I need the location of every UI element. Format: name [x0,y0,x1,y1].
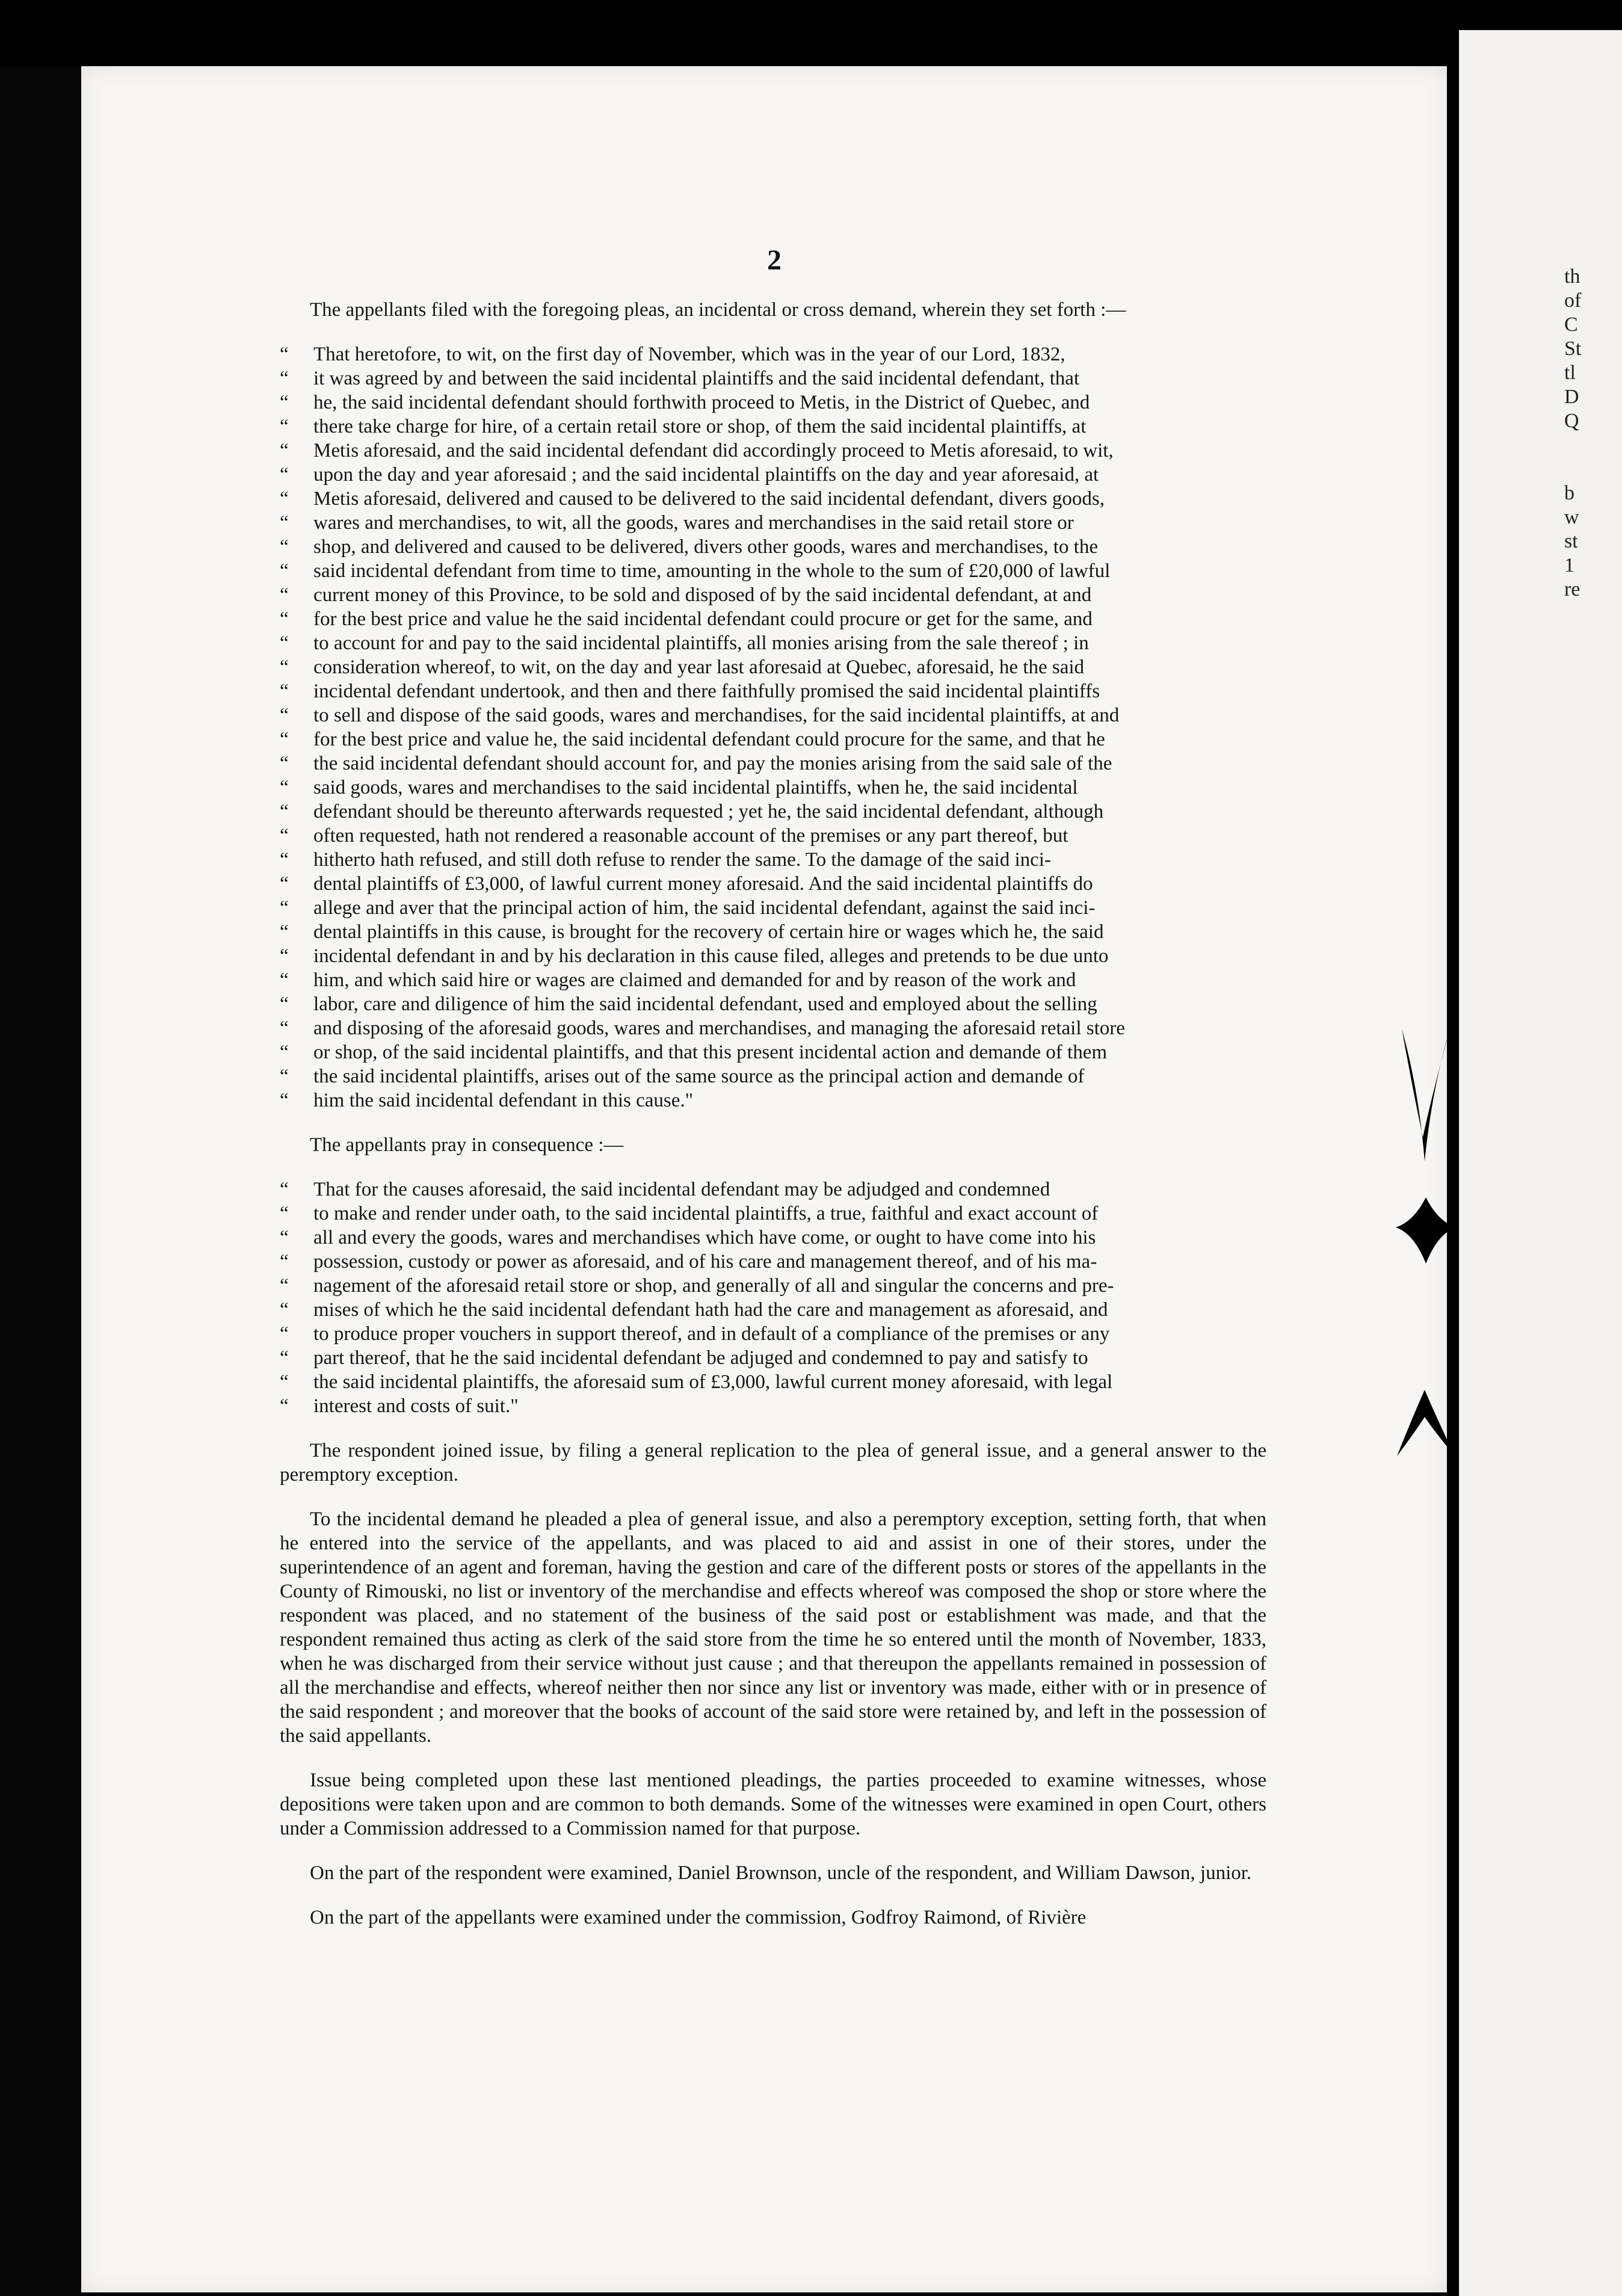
body-text [280,229,1266,1950]
adjacent-page-fragment: th [1564,265,1580,288]
prayer-quote-line: “ interest and costs of suit." [313,1394,1266,1418]
adjacent-page-fragment: D [1564,386,1579,408]
adjacent-page-fragment: C [1564,313,1578,336]
prayer-quote-line: “ to produce proper vouchers in support thereof, and in default of a compliance of the premises or any [313,1322,1266,1346]
incidental-demand-paragraph: To the incidental demand he pleaded a plea of general issue, and also a peremptory exception, setting forth, that when he entered into the service of the appellants, and was placed to aid and assist in one of their stores, under the superintendence of an agent and foreman, having the gestion and care of the different posts or stores of the appellants in the County of Rimouski, no list or inventory of the merchandise and effects whereof was composed the shop or store where the respondent was placed, and no statement of the business of the said post or establishment was made, and that the respondent remained thus acting as clerk of the said store from the time he so entered until the month of November, 1833, when he was discharged from their service without just cause ; and that thereupon the appellants remained in possession of all the merchandise and effects, whereof neither then nor since any list or inventory was made, either with or in presence of the said respondent ; and moreover that the books of account of the said store were retained by, and left in the possession of the said appellants. [280,1508,1266,1747]
adjacent-page-fragment: w [1564,506,1579,528]
incidental-demand-quote-line: “ him the said incidental defendant in this cause." [313,1088,1266,1113]
prayer-quote-line: “ the said incidental plaintiffs, the aforesaid sum of £3,000, lawful current money aforesaid, with legal [313,1370,1266,1394]
pray-heading: The appellants pray in consequence :— [310,1134,624,1156]
prayer-quote-line: “ mises of which he the said incidental defendant hath had the care and management as aforesaid, and [313,1298,1266,1322]
incidental-demand-quote-line: “ to account for and pay to the said incidental plaintiffs, all monies arising from the sale thereof ; in [313,631,1266,655]
incidental-demand-quote-line: “ to sell and dispose of the said goods, wares and merchandises, for the said incidental plaintiffs, at and [313,703,1266,727]
incidental-demand-quote-line: “ dental plaintiffs of £3,000, of lawful current money aforesaid. And the said incidental plaintiffs do [313,872,1266,896]
incidental-demand-quote-line: “ for the best price and value he, the said incidental defendant could procure for the same, and that he [313,727,1266,751]
incidental-demand-quote-line: “ and disposing of the aforesaid goods, wares and merchandises, and managing the aforesaid retail store [313,1016,1266,1040]
page-number: 2 [767,244,782,276]
incidental-demand-quote-line: “ Metis aforesaid, and the said incidental defendant did accordingly proceed to Metis aforesaid, to wit, [313,439,1266,463]
incidental-demand-quote-line: “ current money of this Province, to be sold and disposed of by the said incidental defendant, at and [313,583,1266,607]
issue-completed-paragraph: Issue being completed upon these last mentioned pleadings, the parties proceeded to examine witnesses, whose depositions were taken upon and are common to both demands. Some of the witnesses were examined in open Court, others under a Commission addressed to a Commission named for that purpose. [280,1770,1266,1839]
appellant-witnesses-paragraph: On the part of the appellants were examined under the commission, Godfroy Raimond, of Rivière [310,1907,1087,1928]
adjacent-page-fragment: of [1564,289,1582,312]
incidental-demand-quote-line: “ there take charge for hire, of a certain retail store or shop, of them the said incidental plaintiffs, at [313,415,1266,439]
prayer-quote [280,1177,1266,1418]
page-edge-ornament [1390,1023,1462,1480]
prayer-quote-line: “ all and every the goods, wares and merchandises which have come, or ought to have come into his [313,1226,1266,1250]
incidental-demand-quote-line: “ allege and aver that the principal action of him, the said incidental defendant, against the said inci- [313,896,1266,920]
incidental-demand-quote-line: “ defendant should be thereunto afterwards requested ; yet he, the said incidental defendant, although [313,800,1266,824]
incidental-demand-quote-line: “ consideration whereof, to wit, on the day and year last aforesaid at Quebec, aforesaid, he the said [313,655,1266,679]
incidental-demand-quote-line: “ upon the day and year aforesaid ; and the said incidental plaintiffs on the day and year aforesaid, at [313,463,1266,487]
incidental-demand-quote-line: “ That heretofore, to wit, on the first day of November, which was in the year of our Lord, 1832, [313,342,1266,366]
prayer-quote-line: “ to make and render under oath, to the said incidental plaintiffs, a true, faithful and exact account of [313,1202,1266,1226]
incidental-demand-quote-line: “ he, the said incidental defendant should forthwith proceed to Metis, in the District of Quebec, and [313,390,1266,415]
incidental-demand-quote-line: “ it was agreed by and between the said incidental plaintiffs and the said incidental defendant, that [313,366,1266,390]
scan-top-border [0,0,1622,66]
intro-paragraph: The appellants filed with the foregoing pleas, an incidental or cross demand, wherein they set forth :— [310,299,1126,321]
adjacent-page-fragment: re [1564,578,1580,600]
prayer-quote-line: “ That for the causes aforesaid, the said incidental defendant may be adjudged and condemned [313,1177,1266,1202]
adjacent-page-fragment: st [1564,530,1578,552]
respondent-witnesses-paragraph: On the part of the respondent were examined, Daniel Brownson, uncle of the respondent, and William Dawson, junior. [310,1862,1252,1884]
prayer-quote-line: “ part thereof, that he the said incidental defendant be adjuged and condemned to pay and satisfy to [313,1346,1266,1370]
incidental-demand-quote-line: “ often requested, hath not rendered a reasonable account of the premises or any part thereof, but [313,824,1266,848]
incidental-demand-quote-line: “ for the best price and value he the said incidental defendant could procure or get for the same, and [313,607,1266,631]
incidental-demand-quote-line: “ said incidental defendant from time to time, amounting in the whole to the sum of £20,000 of lawful [313,559,1266,583]
prayer-quote-line: “ possession, custody or power as aforesaid, and of his care and management thereof, and of his ma- [313,1250,1266,1274]
incidental-demand-quote-line: “ incidental defendant undertook, and then and there faithfully promised the said incidental plaintiffs [313,679,1266,703]
respondent-issue-paragraph: The respondent joined issue, by filing a general replication to the plea of general issue, and a general answer to the peremptory exception. [280,1440,1266,1486]
incidental-demand-quote-line: “ hitherto hath refused, and still doth refuse to render the same. To the damage of the said inci- [313,848,1266,872]
incidental-demand-quote-line: “ Metis aforesaid, delivered and caused to be delivered to the said incidental defendant, divers goods, [313,487,1266,511]
adjacent-page-letters [1564,265,1622,602]
incidental-demand-quote-line: “ the said incidental plaintiffs, arises out of the same source as the principal action and demande of [313,1064,1266,1088]
adjacent-page-fragment: St [1564,338,1582,360]
incidental-demand-quote-line: “ dental plaintiffs in this cause, is brought for the recovery of certain hire or wages which he, the said [313,920,1266,944]
adjacent-page-fragment: b [1564,482,1574,504]
incidental-demand-quote-line: “ shop, and delivered and caused to be delivered, divers other goods, wares and merchandises, to the [313,535,1266,559]
adjacent-page-fragment: 1 [1564,554,1574,576]
adjacent-page-fragment: tl [1564,362,1576,384]
incidental-demand-quote-line: “ or shop, of the said incidental plaintiffs, and that this present incidental action and demande of them [313,1040,1266,1064]
incidental-demand-quote-line: “ wares and merchandises, to wit, all the goods, wares and merchandises in the said retail store or [313,511,1266,535]
incidental-demand-quote [280,342,1266,1113]
incidental-demand-quote-line: “ labor, care and diligence of him the said incidental defendant, used and employed about the selling [313,992,1266,1016]
incidental-demand-quote-line: “ said goods, wares and merchandises to the said incidental plaintiffs, when he, the said incidental [313,776,1266,800]
incidental-demand-quote-line: “ him, and which said hire or wages are claimed and demanded for and by reason of the work and [313,968,1266,992]
incidental-demand-quote-line: “ the said incidental defendant should account for, and pay the monies arising from the said sale of the [313,751,1266,776]
adjacent-page-fragment: Q [1564,410,1579,432]
prayer-quote-line: “ nagement of the aforesaid retail store or shop, and generally of all and singular the concerns and pre- [313,1274,1266,1298]
incidental-demand-quote-line: “ incidental defendant in and by his declaration in this cause filed, alleges and pretends to be due unto [313,944,1266,968]
